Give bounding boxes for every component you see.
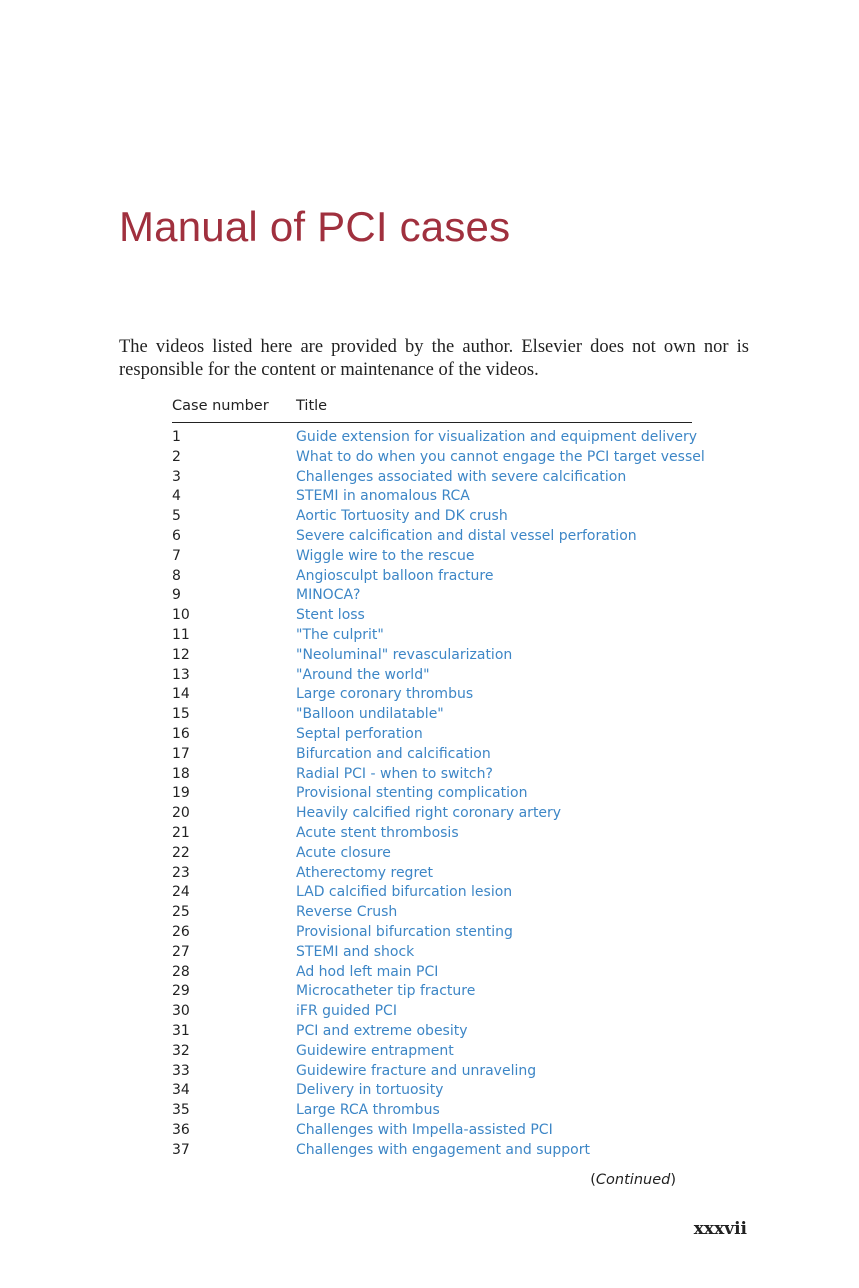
case-number: 2 (172, 448, 181, 465)
case-title-link[interactable]: Radial PCI - when to switch? (296, 765, 493, 782)
case-number: 33 (172, 1062, 190, 1079)
case-number: 30 (172, 1003, 190, 1020)
table-row (172, 845, 712, 865)
case-number: 23 (172, 864, 190, 881)
case-number: 14 (172, 686, 190, 703)
case-number: 12 (172, 646, 190, 663)
case-number: 27 (172, 943, 190, 960)
table-row (172, 548, 712, 568)
page-title: Manual of PCI cases (119, 203, 511, 250)
case-title-link[interactable]: "Neoluminal" revascularization (296, 646, 513, 663)
case-title-link[interactable]: STEMI in anomalous RCA (296, 488, 470, 505)
case-number: 10 (172, 607, 190, 624)
case-number: 19 (172, 785, 190, 802)
continued-label: Continued (595, 1172, 671, 1188)
table-row (172, 488, 712, 508)
header-case-number: Case number (172, 398, 269, 414)
table-row (172, 667, 712, 687)
case-number: 31 (172, 1022, 190, 1039)
table-row (172, 686, 712, 706)
case-number: 20 (172, 805, 190, 822)
table-row (172, 647, 712, 667)
case-number: 22 (172, 844, 190, 861)
case-number: 9 (172, 587, 181, 604)
case-title-link[interactable]: "The culprit" (296, 626, 384, 643)
case-number: 17 (172, 745, 190, 762)
case-title-link[interactable]: STEMI and shock (296, 943, 415, 960)
case-title-link[interactable]: Atherectomy regret (296, 864, 433, 881)
case-number: 36 (172, 1121, 190, 1138)
case-title-link[interactable]: LAD calcified bifurcation lesion (296, 884, 513, 901)
case-title-link[interactable]: Microcatheter tip fracture (296, 983, 476, 1000)
continued-note: (Continued) (590, 1172, 676, 1188)
case-number: 13 (172, 666, 190, 683)
table-row (172, 1003, 712, 1023)
case-number: 5 (172, 508, 181, 525)
table-row (172, 1142, 712, 1162)
table-row (172, 924, 712, 944)
case-number: 28 (172, 963, 190, 980)
case-title-link[interactable]: Provisional stenting complication (296, 785, 528, 802)
case-number: 25 (172, 904, 190, 921)
case-number: 8 (172, 567, 181, 584)
table-row (172, 746, 712, 766)
case-title-link[interactable]: Aortic Tortuosity and DK crush (296, 508, 508, 525)
table-row (172, 944, 712, 964)
case-number: 6 (172, 527, 181, 544)
case-title-link[interactable]: Septal perforation (296, 725, 423, 742)
table-row (172, 706, 712, 726)
case-number: 32 (172, 1042, 190, 1059)
case-number: 18 (172, 765, 190, 782)
case-title-link[interactable]: Challenges with engagement and support (296, 1141, 590, 1158)
table-row (172, 607, 712, 627)
case-title-link[interactable]: Reverse Crush (296, 904, 398, 921)
case-number: 26 (172, 923, 190, 940)
table-row (172, 1023, 712, 1043)
case-number: 29 (172, 983, 190, 1000)
table-row (172, 1122, 712, 1142)
case-title-link[interactable]: Ad hod left main PCI (296, 963, 439, 980)
case-number: 4 (172, 488, 181, 505)
table-row (172, 627, 712, 647)
table-row (172, 983, 712, 1003)
table-header (172, 396, 692, 423)
table-row (172, 587, 712, 607)
case-number: 15 (172, 706, 190, 723)
case-title-link[interactable]: Challenges associated with severe calcification (296, 468, 627, 485)
table-row (172, 1102, 712, 1122)
table-row (172, 825, 712, 845)
table-row (172, 1063, 712, 1083)
case-number: 1 (172, 429, 181, 445)
case-number: 3 (172, 468, 181, 485)
table-row (172, 785, 712, 805)
intro-paragraph: The videos listed here are provided by the author. Elsevier does not own nor is responsible for the content or maintenance of the videos. (119, 337, 749, 380)
case-number: 7 (172, 547, 181, 564)
case-number: 35 (172, 1102, 190, 1119)
case-title-link[interactable]: Guide extension for visualization and equipment delivery (296, 429, 698, 445)
table-row (172, 568, 712, 588)
case-number: 24 (172, 884, 190, 901)
table-row (172, 1043, 712, 1063)
case-title-link[interactable]: "Around the world" (296, 666, 430, 683)
case-title-link[interactable]: Stent loss (296, 607, 365, 624)
case-number: 37 (172, 1141, 190, 1158)
table-row (172, 508, 712, 528)
case-title-link[interactable]: Large coronary thrombus (296, 686, 474, 703)
table-row (172, 469, 712, 489)
table-row (172, 884, 712, 904)
table-row (172, 766, 712, 786)
case-title-link[interactable]: Acute stent thrombosis (296, 824, 459, 841)
table-row (172, 726, 712, 746)
case-title-link[interactable]: PCI and extreme obesity (296, 1022, 468, 1039)
case-title-link[interactable]: Guidewire fracture and unraveling (296, 1062, 537, 1079)
case-title-link[interactable]: Wiggle wire to the rescue (296, 547, 475, 564)
case-title-link[interactable]: Acute closure (296, 844, 391, 861)
case-number: 21 (172, 824, 190, 841)
case-title-link[interactable]: Guidewire entrapment (296, 1042, 454, 1059)
table-row (172, 1082, 712, 1102)
case-number: 16 (172, 725, 190, 742)
case-title-link[interactable]: Heavily calcified right coronary artery (296, 805, 562, 822)
case-title-link[interactable]: Severe calcification and distal vessel perforation (296, 527, 637, 544)
table-row (172, 865, 712, 885)
case-title-link[interactable]: Provisional bifurcation stenting (296, 923, 513, 940)
case-title-link[interactable]: Angiosculpt balloon fracture (296, 567, 494, 584)
table-row (172, 449, 712, 469)
case-title-link[interactable]: MINOCA? (296, 587, 361, 604)
table-row (172, 805, 712, 825)
case-number: 34 (172, 1082, 190, 1099)
case-number: 11 (172, 626, 190, 643)
case-title-link[interactable]: Large RCA thrombus (296, 1102, 440, 1119)
table-row (172, 429, 712, 449)
case-title-link[interactable]: Bifurcation and calcification (296, 745, 491, 762)
case-list (172, 429, 712, 1161)
page-number: xxxvii (693, 1219, 747, 1239)
case-title-link[interactable]: iFR guided PCI (296, 1003, 397, 1020)
case-title-link[interactable]: "Balloon undilatable" (296, 706, 444, 723)
case-title-link[interactable]: What to do when you cannot engage the PCI target vessel (296, 448, 705, 465)
case-title-link[interactable]: Delivery in tortuosity (296, 1082, 444, 1099)
table-row (172, 904, 712, 924)
table-row (172, 964, 712, 984)
case-title-link[interactable]: Challenges with Impella-assisted PCI (296, 1121, 553, 1138)
table-row (172, 528, 712, 548)
header-title: Title (296, 398, 328, 414)
